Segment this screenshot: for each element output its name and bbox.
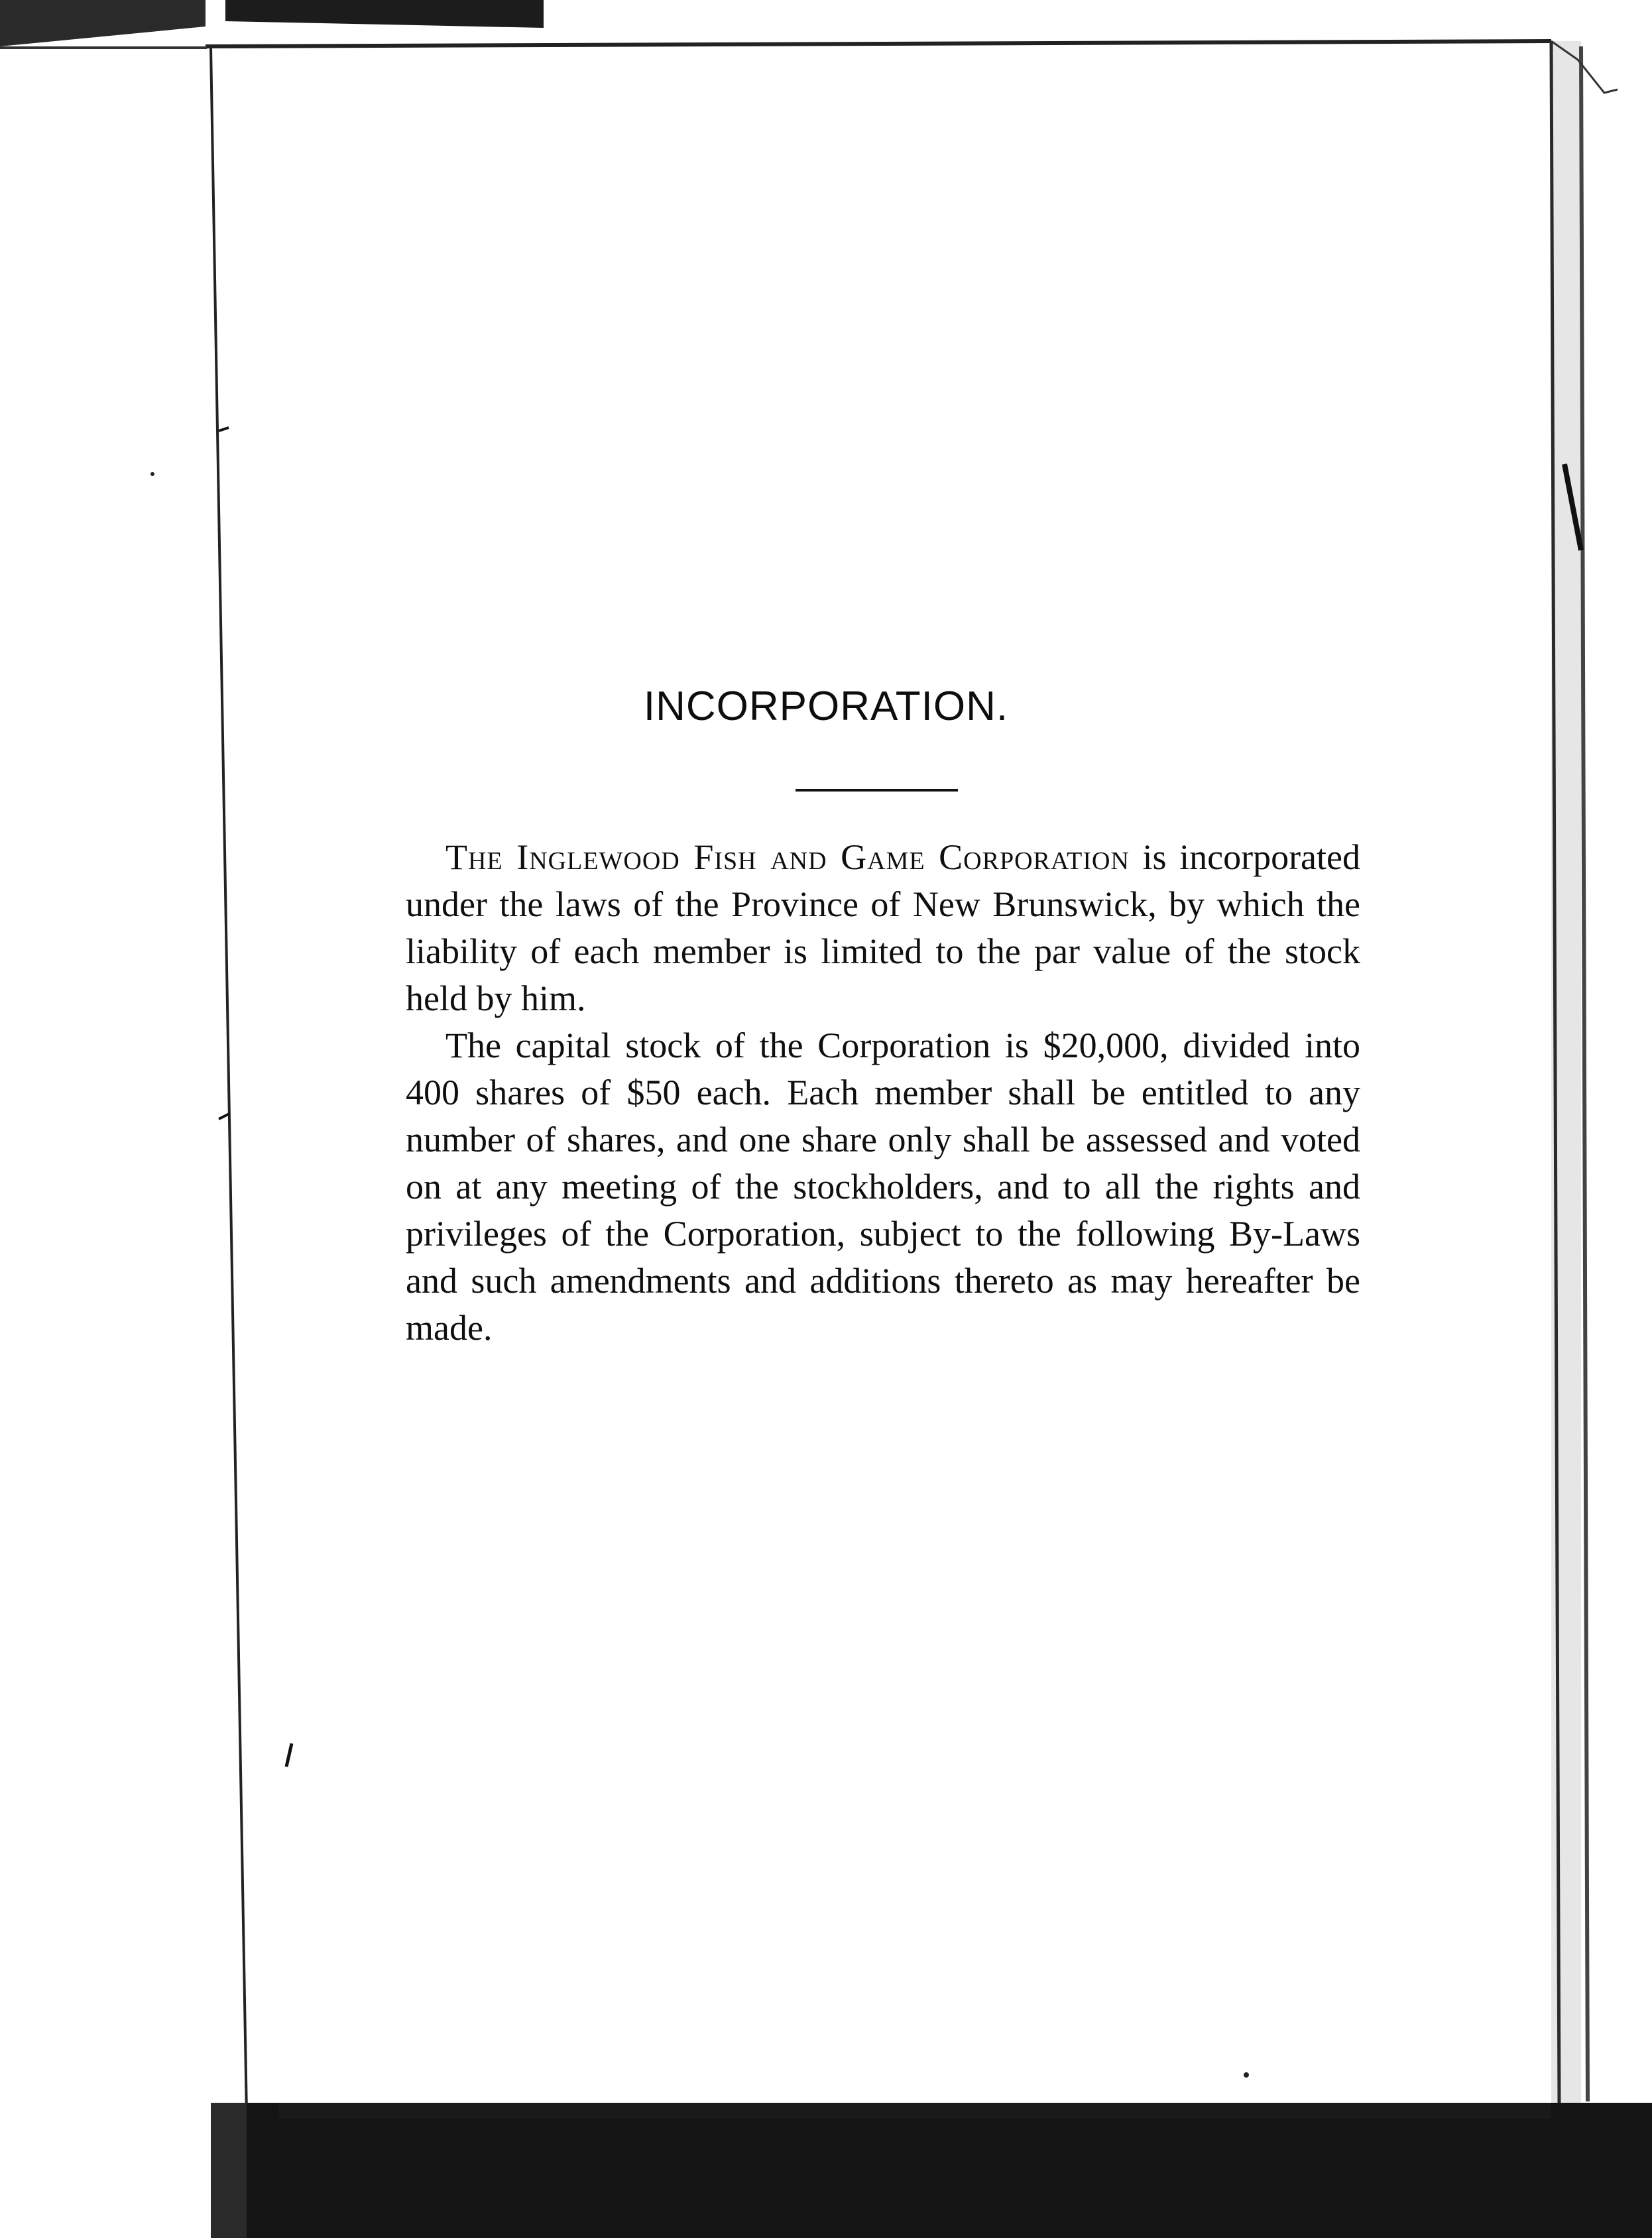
speck-mark [219,428,229,431]
right-outer-edge [1581,46,1588,2101]
top-edge-page [206,41,1551,46]
right-book-edge [1551,41,1581,2103]
page-heading: INCORPORATION. [643,683,1009,729]
bottom-left-spine [211,2103,247,2238]
speck-mark [219,1114,229,1119]
bottom-page-strip [278,2103,1551,2119]
paragraph-1-text: is incorporated under the laws of the Province of New Brunswick, by which the liability of each member is limited to the par value of the stock held by him. [406,837,1360,1018]
speck-mark [286,1743,292,1767]
right-notch [1564,464,1581,550]
corporation-name: The Inglewood Fish and Game Corporation [445,837,1130,877]
top-edge [0,0,1652,38]
paragraph-capital-stock: The capital stock of the Corporation is $20,000, divided into 400 shares of $50 each. Each member shall be entitled to any number of shares, and one share only shall be assessed and voted on at any meeting of the stockholders, and to all the rights and privileges of the Corporation, subject to the following By-Laws and such amendments and additions thereto as may hereafter be made. [406,1026,1360,1348]
top-edge-left-binding-2 [225,0,544,28]
top-edge-left-binding [0,0,206,46]
right-top-curl [1551,41,1618,93]
bottom-edge [0,2103,1652,2238]
speck [1244,2072,1249,2078]
speck [150,472,154,476]
heading-rule [796,789,958,792]
right-page-line [1551,41,1559,2103]
gutter-line [211,48,247,2115]
bottom-edge-left [0,2103,211,2238]
paragraph-incorporation [406,834,1360,1022]
body-text [406,834,1360,1352]
